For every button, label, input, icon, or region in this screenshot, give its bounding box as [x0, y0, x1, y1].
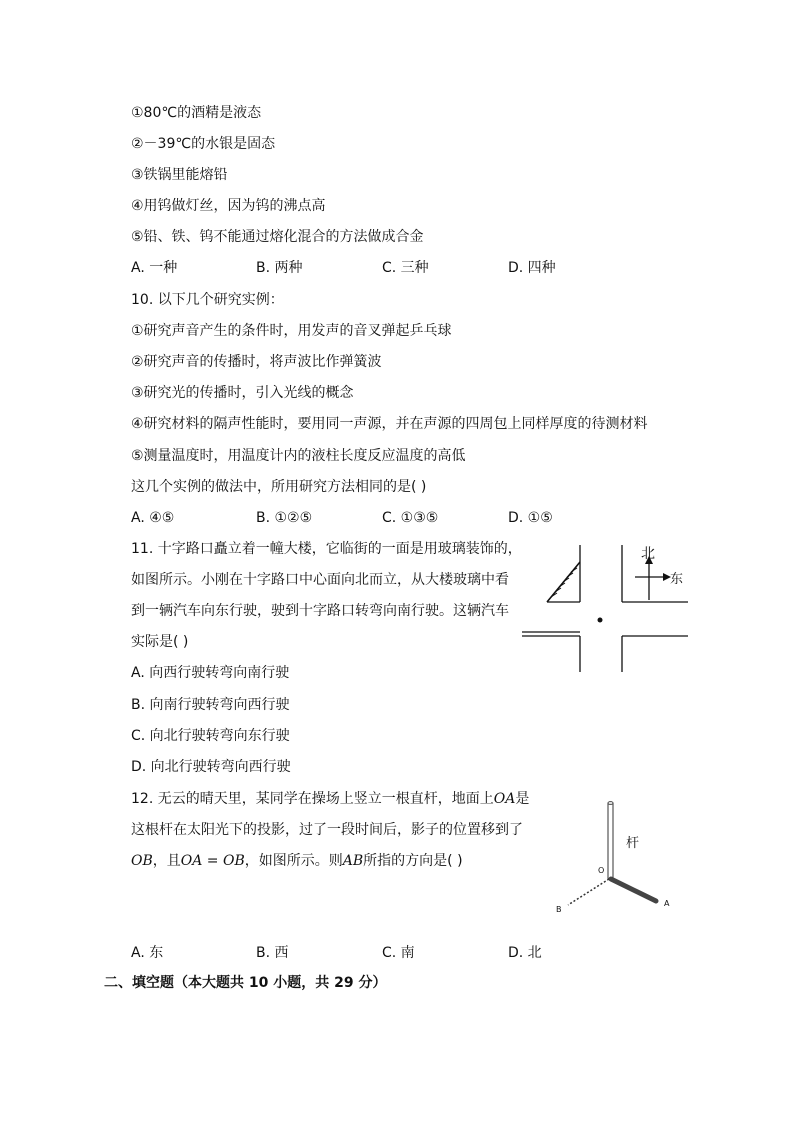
q9-option-d[interactable]: D. 四种 [508, 260, 556, 276]
north-label: 北 [641, 546, 655, 562]
pole [608, 803, 613, 879]
observer-dot [598, 618, 603, 623]
q12-option-b[interactable]: B. 西 [256, 945, 289, 961]
point-o-label: O [598, 866, 605, 875]
q10-option-c[interactable]: C. ①③⑤ [382, 510, 439, 526]
q11-stem-line-3: 到一辆汽车向东行驶，驶到十字路口转弯向南行驶。这辆汽车 [131, 603, 509, 619]
point-a-label: A [664, 899, 670, 908]
q12-stem-line-2: 这根杆在太阳光下的投影，过了一段时间后，影子的位置移到了 [131, 822, 523, 838]
q9-item-5: ⑤铅、铁、钨不能通过熔化混合的方法做成合金 [131, 229, 424, 245]
q11-option-a[interactable]: A. 向西行驶转弯向南行驶 [131, 665, 290, 681]
pole-top [608, 802, 613, 805]
q9-item-3: ③铁锅里能熔铅 [131, 167, 228, 183]
q12-option-d[interactable]: D. 北 [508, 945, 542, 961]
q10-question: 这几个实例的做法中，所用研究方法相同的是( ) [131, 479, 427, 495]
point-b-label: B [556, 905, 562, 914]
q10-option-d[interactable]: D. ①⑤ [508, 510, 553, 526]
q11-stem-line-1: 11. 十字路口矗立着一幢大楼，它临街的一面是用玻璃装饰的， [131, 541, 522, 557]
q10-option-b[interactable]: B. ①②⑤ [256, 510, 313, 526]
q10-item-3: ③研究光的传播时，引入光线的概念 [131, 385, 354, 401]
q9-option-b[interactable]: B. 两种 [256, 260, 303, 276]
q12-stem-line-3: OB，且OA = OB，如图所示。则AB所指的方向是( ) [131, 853, 463, 869]
q9-option-a[interactable]: A. 一种 [131, 260, 178, 276]
q11-option-d[interactable]: D. 向北行驶转弯向西行驶 [131, 759, 291, 775]
q10-item-4: ④研究材料的隔声性能时，要用同一声源，并在声源的四周包上同样厚度的待测材料 [131, 416, 648, 432]
q10-item-5: ⑤测量温度时，用温度计内的液柱长度反应温度的高低 [131, 448, 466, 464]
q10-item-2: ②研究声音的传播时，将声波比作弹簧波 [131, 354, 382, 370]
q12-pole-shadow-figure [550, 795, 680, 920]
q12-stem-line-1: 12. 无云的晴天里，某同学在操场上竖立一根直杆，地面上OA是 [131, 791, 530, 807]
q9-item-1: ①80℃的酒精是液态 [131, 105, 262, 121]
q11-option-c[interactable]: C. 向北行驶转弯向东行驶 [131, 728, 290, 744]
section-2-heading: 二、填空题（本大题共 10 小题，共 29 分） [104, 975, 387, 991]
q12-option-a[interactable]: A. 东 [131, 945, 164, 961]
q11-option-b[interactable]: B. 向南行驶转弯向西行驶 [131, 697, 290, 713]
east-label: 东 [670, 572, 684, 587]
q10-stem: 10. 以下几个研究实例： [131, 292, 284, 308]
pole-label: 杆 [626, 836, 640, 851]
q11-stem-line-2: 如图所示。小刚在十字路口中心面向北而立，从大楼玻璃中看 [131, 572, 509, 588]
q10-option-a[interactable]: A. ④⑤ [131, 510, 175, 526]
q11-stem-line-4: 实际是( ) [131, 634, 189, 650]
q11-intersection-figure [515, 540, 695, 675]
q9-item-2: ②－39℃的水银是固态 [131, 136, 276, 152]
q10-item-1: ①研究声音产生的条件时，用发声的音叉弹起乒乓球 [131, 323, 452, 339]
q9-option-c[interactable]: C. 三种 [382, 260, 429, 276]
q12-option-c[interactable]: C. 南 [382, 945, 415, 961]
shadow-oa [611, 879, 656, 901]
shadow-ob [568, 879, 609, 905]
q9-item-4: ④用钨做灯丝，因为钨的沸点高 [131, 198, 326, 214]
